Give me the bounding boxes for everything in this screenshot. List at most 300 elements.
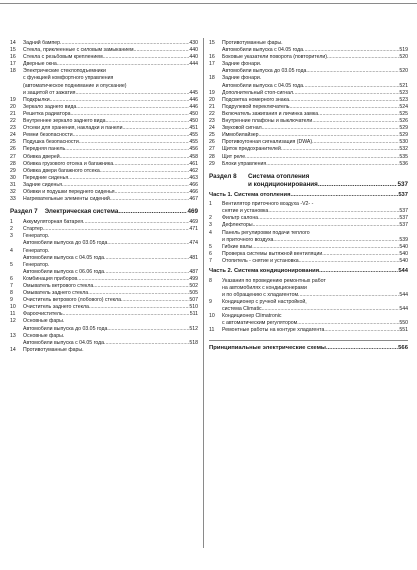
entry-line [222, 320, 408, 327]
entry-title: Основные фары. [23, 318, 65, 325]
section-8-page: 537 [397, 180, 408, 188]
entry-line [23, 326, 198, 333]
entry-number: 29 [10, 167, 16, 174]
leader-dots [65, 146, 189, 153]
leader-dots [63, 311, 190, 318]
entry-line [23, 83, 198, 90]
entry-line [23, 283, 198, 290]
entry-number: 11 [209, 327, 215, 334]
entry-line [222, 327, 408, 334]
entry-line [222, 97, 408, 104]
entry-line [23, 304, 198, 311]
entry-title: Очиститель заднего стекла [23, 304, 89, 311]
toc-entry [209, 154, 408, 161]
entry-body [23, 118, 198, 125]
entry-body [23, 146, 198, 153]
entry-line [222, 230, 408, 237]
leader-dots [312, 139, 399, 146]
toc-entry [10, 333, 198, 347]
entry-page: 455 [189, 139, 198, 146]
entry-body [23, 196, 198, 203]
leader-dots [290, 192, 398, 200]
entry-title: и защитой от зажатия [23, 89, 76, 96]
section-8-label: Раздел 8 [209, 172, 237, 180]
entry-title: Передние сиденья [23, 174, 69, 181]
entry-title: Дверные окна [23, 61, 57, 68]
toc-entry [209, 125, 408, 132]
entry-number: 8 [10, 290, 13, 297]
entry-body [23, 97, 198, 104]
entry-page: 526 [399, 118, 408, 125]
entry-title: Обивка грузового отсека и багажника [23, 160, 114, 167]
entry-title: Стекла с резьбовым креплением [23, 54, 103, 61]
leader-dots [103, 54, 190, 61]
entry-number: 6 [209, 250, 212, 257]
entry-line [23, 233, 198, 240]
toc-entry [209, 313, 408, 327]
toc-entry [209, 201, 408, 215]
entry-page: 530 [399, 139, 408, 146]
leader-dots [107, 240, 189, 247]
entry-line [222, 125, 408, 132]
leader-dots [83, 219, 189, 226]
leader-dots [104, 269, 189, 276]
toc-entry [10, 347, 198, 354]
entry-line [23, 118, 198, 125]
entry-page: 446 [189, 103, 198, 110]
part-1-heading [209, 192, 408, 200]
entry-page: 540 [399, 250, 408, 257]
entry-line [23, 68, 198, 75]
entry-body [222, 313, 408, 327]
entry-number: 13 [10, 332, 16, 339]
entry-title: Обивка дверей [23, 153, 60, 160]
entry-title: Ремонтные работы на контуре хладагента [222, 327, 325, 334]
entry-page: 450 [189, 118, 198, 125]
entry-body [222, 258, 408, 265]
entry-number: 17 [10, 61, 16, 68]
toc-entry [10, 318, 198, 332]
entry-line [222, 146, 408, 153]
final-page: 566 [398, 345, 408, 352]
entry-line [23, 97, 198, 104]
entry-number: 7 [209, 257, 212, 264]
entry-line [23, 125, 198, 132]
entry-body [222, 327, 408, 334]
right-column [209, 40, 408, 352]
entry-body [222, 299, 408, 313]
toc-entry [209, 161, 408, 168]
entry-page: 518 [189, 339, 198, 346]
toc-entry [10, 47, 198, 54]
entry-number: 1 [209, 201, 212, 208]
entry-page: 537 [399, 222, 408, 229]
entry-title: Фароочиститель [23, 311, 63, 318]
toc-entry [10, 311, 198, 318]
entry-line [23, 347, 198, 354]
entry-number: 25 [209, 132, 215, 139]
toc-entry [10, 40, 198, 47]
leader-dots [50, 97, 190, 104]
entry-title: Аккумуляторная батарея [23, 219, 84, 226]
entry-title: Кондиционер с ручной настройкой, [222, 298, 307, 305]
leader-dots [298, 292, 399, 299]
entry-page: 499 [189, 275, 198, 282]
entry-line [222, 118, 408, 125]
entry-line [222, 104, 408, 111]
entry-body [23, 297, 198, 304]
entry-body [222, 201, 408, 215]
toc-entry [10, 283, 198, 290]
part-2-entries [209, 278, 408, 335]
entry-page: 521 [399, 82, 408, 89]
entry-number: 19 [10, 96, 16, 103]
entry-line [23, 290, 198, 297]
entry-page: 444 [189, 61, 198, 68]
entry-number: 10 [10, 304, 16, 311]
entry-number: 28 [10, 160, 16, 167]
section-7-heading [10, 208, 198, 216]
leader-dots [262, 306, 400, 313]
entry-line [222, 244, 408, 251]
part-2-heading [209, 268, 408, 276]
entry-line [222, 47, 408, 54]
toc-entry [209, 118, 408, 125]
entry-number: 29 [209, 160, 215, 167]
entry-line [23, 262, 198, 269]
column-divider [203, 38, 204, 548]
entry-number: 16 [10, 54, 16, 61]
entry-body [23, 219, 198, 226]
entry-line [222, 313, 408, 320]
entry-line [23, 340, 198, 347]
entry-line [222, 215, 408, 222]
toc-entry [209, 251, 408, 258]
leader-dots [266, 161, 399, 168]
toc-entry [209, 139, 408, 146]
entry-number: 27 [209, 146, 215, 153]
entry-page: 451 [189, 125, 198, 132]
entry-title: Обивки и подушки переднего сиденья [23, 188, 115, 195]
entry-title: Омыватель ветрового стекла [23, 283, 94, 289]
leader-dots [273, 237, 399, 244]
left-entries-bottom [10, 219, 198, 354]
toc-entry [209, 75, 408, 89]
entry-line [23, 154, 198, 161]
entry-line [23, 189, 198, 196]
toc-entry [10, 111, 198, 118]
entry-body [23, 175, 198, 182]
entry-body [222, 161, 408, 168]
leader-dots [281, 146, 399, 153]
entry-title: Автомобили выпуска до 03.05 года [23, 240, 108, 247]
entry-page: 455 [189, 132, 198, 139]
entry-title: Автомобили выпуска с 04.05 года [23, 339, 105, 346]
entry-number: 3 [10, 233, 13, 240]
entry-page: 510 [189, 304, 198, 311]
toc-entry [209, 40, 408, 54]
entry-body [23, 262, 198, 276]
leader-dots [121, 297, 189, 304]
entry-title: Задние фонари. [222, 61, 262, 68]
entry-page: 446 [189, 96, 198, 103]
entry-line [23, 139, 198, 146]
entry-page: 511 [189, 311, 198, 318]
entry-title: Автомобили выпуска с 04.05 года [222, 82, 304, 89]
leader-dots [73, 132, 190, 139]
leader-dots [107, 326, 189, 333]
entry-line [222, 154, 408, 161]
entry-body [23, 347, 198, 354]
entry-page: 537 [399, 208, 408, 215]
entry-title: Включатель зажигания и личинка замка [222, 110, 319, 117]
toc-entry [209, 90, 408, 97]
entry-title: Блоки управления [222, 160, 267, 167]
leader-dots [253, 222, 400, 229]
entry-number: 21 [10, 110, 16, 117]
toc-entry [209, 327, 408, 334]
entry-title: Щит реле [222, 153, 246, 160]
entry-line [23, 333, 198, 340]
entry-title: Отсеки для хранения, накладки и панели [23, 125, 123, 132]
entry-title: Внутренние плафоны и выключатели [222, 118, 313, 125]
leader-dots [318, 181, 398, 189]
entry-title: Обивка двери багажного отсека [23, 167, 100, 174]
entry-line [222, 132, 408, 139]
entry-page: 524 [399, 103, 408, 110]
entry-number: 14 [10, 346, 16, 353]
leader-dots [76, 104, 189, 111]
leader-dots [118, 208, 187, 216]
entry-line [222, 90, 408, 97]
leader-dots [104, 255, 189, 262]
entry-page: 540 [399, 243, 408, 250]
entry-number: 9 [209, 298, 212, 305]
entry-line [222, 237, 408, 244]
entry-page: 461 [189, 160, 198, 167]
entry-line [222, 285, 408, 292]
left-entries-top [10, 40, 198, 203]
entry-number: 15 [10, 47, 16, 54]
entry-body [23, 161, 198, 168]
entry-body [222, 215, 408, 222]
toc-entry [10, 139, 198, 146]
entry-line [222, 201, 408, 208]
leader-dots [88, 290, 189, 297]
toc-entry [209, 278, 408, 299]
entry-page: 551 [399, 327, 408, 334]
leader-dots [268, 208, 399, 215]
entry-line [23, 90, 198, 97]
section-8-title-line1: Система отопления [248, 172, 310, 180]
part-1-page: 537 [398, 191, 408, 198]
entry-number: 5 [10, 261, 13, 268]
entry-number: 10 [209, 313, 215, 319]
toc-entry [209, 244, 408, 251]
leader-dots [110, 196, 190, 203]
entry-number: 22 [209, 110, 215, 117]
toc-entry [209, 230, 408, 244]
entry-number: 30 [10, 174, 16, 181]
entry-line [222, 292, 408, 299]
entry-page: 466 [189, 188, 198, 195]
leader-dots [100, 168, 190, 175]
entry-body [23, 290, 198, 297]
entry-number: 20 [209, 96, 215, 103]
entry-line [222, 208, 408, 215]
entry-line [222, 299, 408, 306]
entry-line [23, 146, 198, 153]
toc-entry [10, 168, 198, 175]
toc-entry [10, 276, 198, 283]
entry-title: Автомобили выпуска до 03.05 года [222, 68, 307, 75]
entry-page: 544 [399, 291, 408, 298]
entry-line [222, 83, 408, 90]
section-7-label: Раздел 7 [10, 208, 38, 216]
entry-page: 458 [189, 153, 198, 160]
entry-line [23, 40, 198, 47]
toc-entry [209, 146, 408, 153]
entry-number: 6 [10, 275, 13, 282]
leader-dots [115, 189, 190, 196]
entry-page: 474 [189, 240, 198, 247]
entry-body [222, 222, 408, 229]
entry-body [222, 104, 408, 111]
entry-number: 5 [209, 243, 212, 250]
entry-page: 505 [189, 290, 198, 297]
entry-title: Стартер [23, 226, 43, 233]
entry-title: Ремни безопасности [23, 132, 73, 139]
toc-entry [10, 226, 198, 233]
entry-page: 507 [189, 297, 198, 304]
entry-title: Автомобили выпуска до 03.05 года [23, 325, 108, 332]
leader-dots [60, 40, 189, 47]
toc-entry [10, 196, 198, 203]
entry-number: 22 [10, 118, 16, 125]
entry-number: 15 [209, 40, 215, 46]
entry-title: Задние сиденья [23, 181, 62, 188]
entry-page: 445 [189, 89, 198, 96]
toc-entry [10, 146, 198, 153]
entry-title: (автоматическое поднимание и опускание) [23, 82, 127, 89]
leader-dots [134, 47, 190, 54]
entry-body [23, 304, 198, 311]
entry-number: 24 [209, 125, 215, 132]
entry-body [23, 233, 198, 247]
entry-number: 8 [209, 277, 212, 284]
leader-dots [259, 132, 400, 139]
toc-entry [10, 248, 198, 262]
toc-entry [10, 161, 198, 168]
entry-page: 544 [399, 305, 408, 312]
entry-title: Щиток предохранителей [222, 146, 281, 153]
entry-page: 540 [399, 257, 408, 264]
toc-entry [10, 175, 198, 182]
entry-title: Стекла, приклеенные с силовым замыканием [23, 47, 134, 54]
entry-line [23, 175, 198, 182]
toc-entry [10, 132, 198, 139]
entry-body [222, 75, 408, 89]
leader-dots [293, 90, 399, 97]
part-1-entries [209, 201, 408, 265]
leader-dots [297, 320, 399, 327]
entry-body [222, 90, 408, 97]
part-1-title: Часть 1. Система отопления [209, 191, 291, 198]
entry-body [23, 311, 198, 318]
entry-title: Задние фонари. [222, 75, 262, 82]
section-8-title-line2: и кондиционирования [248, 180, 318, 188]
section-7-page: 469 [187, 208, 198, 216]
leader-dots [258, 215, 399, 222]
leader-dots [62, 182, 189, 189]
entry-title: с автоматическим регулятором [222, 320, 298, 327]
entry-line [222, 278, 408, 285]
leader-dots [79, 139, 190, 146]
leader-dots [113, 161, 189, 168]
entry-body [222, 154, 408, 161]
entry-number: 32 [10, 188, 16, 195]
entry-body [222, 125, 408, 132]
entry-page: 481 [189, 254, 198, 261]
entry-line [23, 182, 198, 189]
entry-line [23, 111, 198, 118]
entry-title: Боковые указатели поворота (повторители) [222, 54, 327, 61]
entry-page: 539 [399, 236, 408, 243]
entry-number: 16 [209, 54, 215, 61]
leader-dots [106, 118, 190, 125]
leader-dots [68, 175, 189, 182]
entry-title: снятие и установка [222, 208, 269, 215]
entry-line [23, 47, 198, 54]
entry-number: 28 [209, 153, 215, 160]
entry-number: 19 [209, 89, 215, 96]
entry-line [23, 54, 198, 61]
entry-page: 450 [189, 110, 198, 117]
entry-number: 20 [10, 103, 16, 110]
entry-line [23, 75, 198, 82]
entry-page: 462 [189, 167, 198, 174]
toc-entry [10, 182, 198, 189]
leader-dots [312, 118, 399, 125]
entry-title: Омыватель заднего стекла [23, 290, 89, 297]
entry-body [23, 40, 198, 47]
entry-line [222, 111, 408, 118]
entry-title: Автомобили выпуска с 04.05 года [23, 254, 105, 261]
entry-title: Подушка безопасности [23, 139, 79, 146]
entry-page: 537 [399, 215, 408, 222]
entry-line [23, 219, 198, 226]
toc-entry [10, 118, 198, 125]
entry-body [222, 146, 408, 153]
entry-page: 487 [189, 268, 198, 275]
entry-body [23, 139, 198, 146]
leader-dots [306, 68, 399, 75]
entry-page: 456 [189, 146, 198, 153]
entry-body [222, 54, 408, 61]
entry-body [23, 182, 198, 189]
entry-body [222, 111, 408, 118]
entry-line [23, 240, 198, 247]
entry-page: 520 [399, 54, 408, 61]
entry-page: 536 [399, 160, 408, 167]
entry-number: 9 [10, 297, 13, 304]
entry-page: 529 [399, 125, 408, 132]
left-column [10, 40, 198, 354]
entry-title: Гибкие валы [222, 243, 253, 250]
entry-line [23, 104, 198, 111]
entry-line [23, 269, 198, 276]
leader-dots [318, 111, 399, 118]
